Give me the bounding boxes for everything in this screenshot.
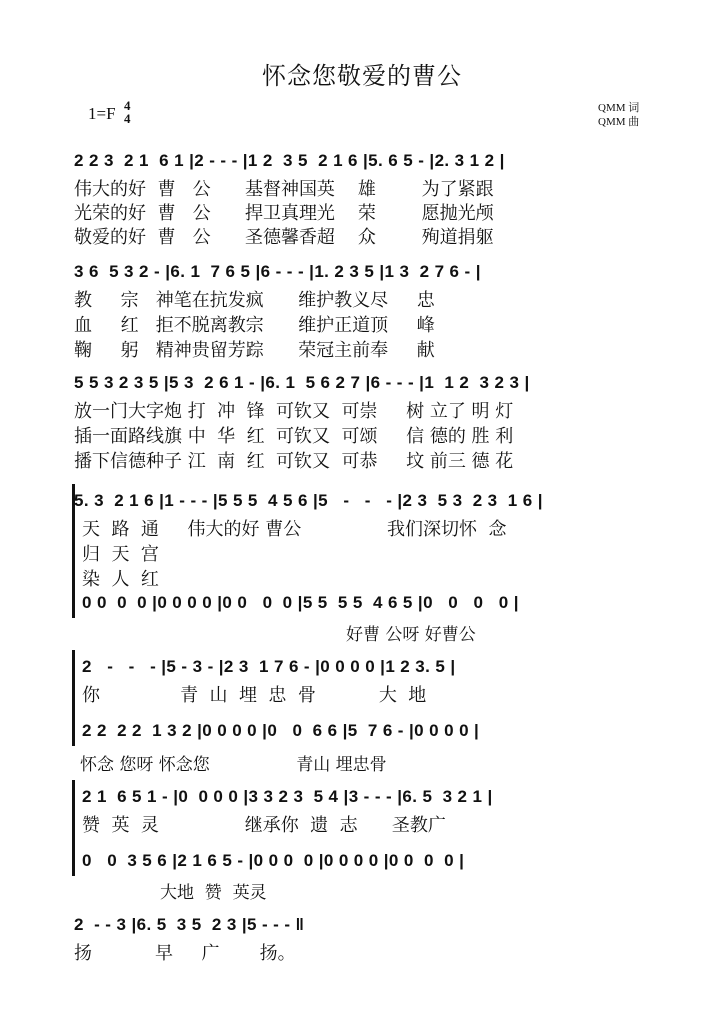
lower-notation-row [82, 846, 666, 876]
notation-row [82, 652, 666, 682]
notation-row [74, 910, 658, 940]
note-line: 2 - - - |5 - 3 - |2 3 1 7 6 - |0 0 0 0 |1 2 3. 5 | [82, 657, 456, 676]
lyric-verse-2: 插一面路线旗 中 华 红 可钦又 可颂 信 德的 胜 利 [74, 426, 514, 447]
lyric-verse-1: 天 路 通 伟大的好 曹公 我们深切怀 念 [82, 519, 507, 540]
note-line: 2 1 6 5 1 - |0 0 0 0 |3 3 2 3 5 4 |3 - - - |6. 5 3 2 1 | [82, 787, 493, 806]
lower-lyric: 大地 赞 英灵 [160, 883, 267, 903]
lyric-verse-1: 赞 英 灵 继承你 遗 志 圣教广 [82, 815, 446, 836]
lower-lyric: 好曹 公呀 好曹公 [346, 625, 476, 645]
lyric-verse-3: 染 人 红 [82, 569, 159, 590]
lyric-verse-3: 敬爱的好 曹 公 圣德馨香超 众 殉道捐躯 [74, 227, 494, 248]
note-line: 5 5 3 2 3 5 |5 3 2 6 1 - |6. 1 5 6 2 7 |6 - - - |1 1 2 3 2 3 | [74, 373, 530, 392]
lyricist-credit: QMM 词 [598, 102, 640, 114]
note-line: 3 6 5 3 2 - |6. 1 7 6 5 |6 - - - |1. 2 3 5 |1 3 2 7 6 - | [74, 262, 481, 281]
lower-notation-row [82, 716, 666, 746]
notation-row [74, 368, 658, 398]
lower-lyric: 怀念 您呀 怀念您 青山 埋忠骨 [80, 755, 387, 775]
note-line: 0 0 0 0 |0 0 0 0 |0 0 0 0 |5 5 5 5 4 6 5 |0 0 0 0 | [82, 593, 519, 612]
note-line: 0 0 3 5 6 |2 1 6 5 - |0 0 0 0 |0 0 0 0 |0 0 0 0 | [82, 851, 465, 870]
notation-row [74, 486, 658, 516]
note-line: 5. 3 2 1 6 |1 - - - |5 5 5 4 5 6 |5 - - - |2 3 5 3 2 3 1 6 | [74, 491, 543, 510]
lyric-verse-1: 放一门大字炮 打 冲 锋 可钦又 可崇 树 立了 明 灯 [74, 401, 514, 422]
lyric-verse-1: 伟大的好 曹 公 基督神国英 雄 为了紧跟 [74, 179, 494, 200]
key-signature: 1=F [88, 104, 116, 123]
meter-bottom: 4 [124, 111, 131, 126]
meter-top: 4 [124, 98, 131, 113]
lower-notation-row [82, 588, 666, 618]
lyric-verse-3: 鞠 躬 精神贵留芳踪 荣冠主前奉 献 [74, 340, 435, 361]
system-brace [72, 780, 81, 876]
song-title: 怀念您敬爱的曹公 [262, 62, 462, 90]
lyric-verse-2: 归 天 宫 [82, 544, 159, 565]
notation-row [82, 782, 666, 812]
lyric-verse-2: 光荣的好 曹 公 捍卫真理光 荣 愿抛光颅 [74, 203, 494, 224]
note-line: 2 2 3 2 1 6 1 |2 - - - |1 2 3 5 2 1 6 |5. 6 5 - |2. 3 1 2 | [74, 151, 505, 170]
note-line: 2 - - 3 |6. 5 3 5 2 3 |5 - - - ‖ [74, 915, 305, 934]
lyric-verse-1: 扬 早 广 扬。 [74, 943, 296, 964]
note-line: 2 2 2 2 1 3 2 |0 0 0 0 |0 0 6 6 |5 7 6 - |0 0 0 0 | [82, 721, 480, 740]
notation-row [74, 146, 658, 176]
composer-credit: QMM 曲 [598, 116, 640, 128]
notation-row [74, 257, 658, 287]
lyric-verse-2: 血 红 拒不脱离教宗 维护正道顶 峰 [74, 315, 435, 336]
credits [598, 101, 639, 129]
system-brace [72, 650, 81, 746]
time-signature [124, 99, 131, 125]
lyric-verse-1: 你 青 山 埋 忠 骨 大 地 [82, 685, 427, 706]
lyric-verse-3: 播下信德种子 江 南 红 可钦又 可恭 坟 前三 德 花 [74, 451, 514, 472]
lyric-verse-1: 教 宗 神笔在抗发疯 维护教义尽 忠 [74, 290, 435, 311]
